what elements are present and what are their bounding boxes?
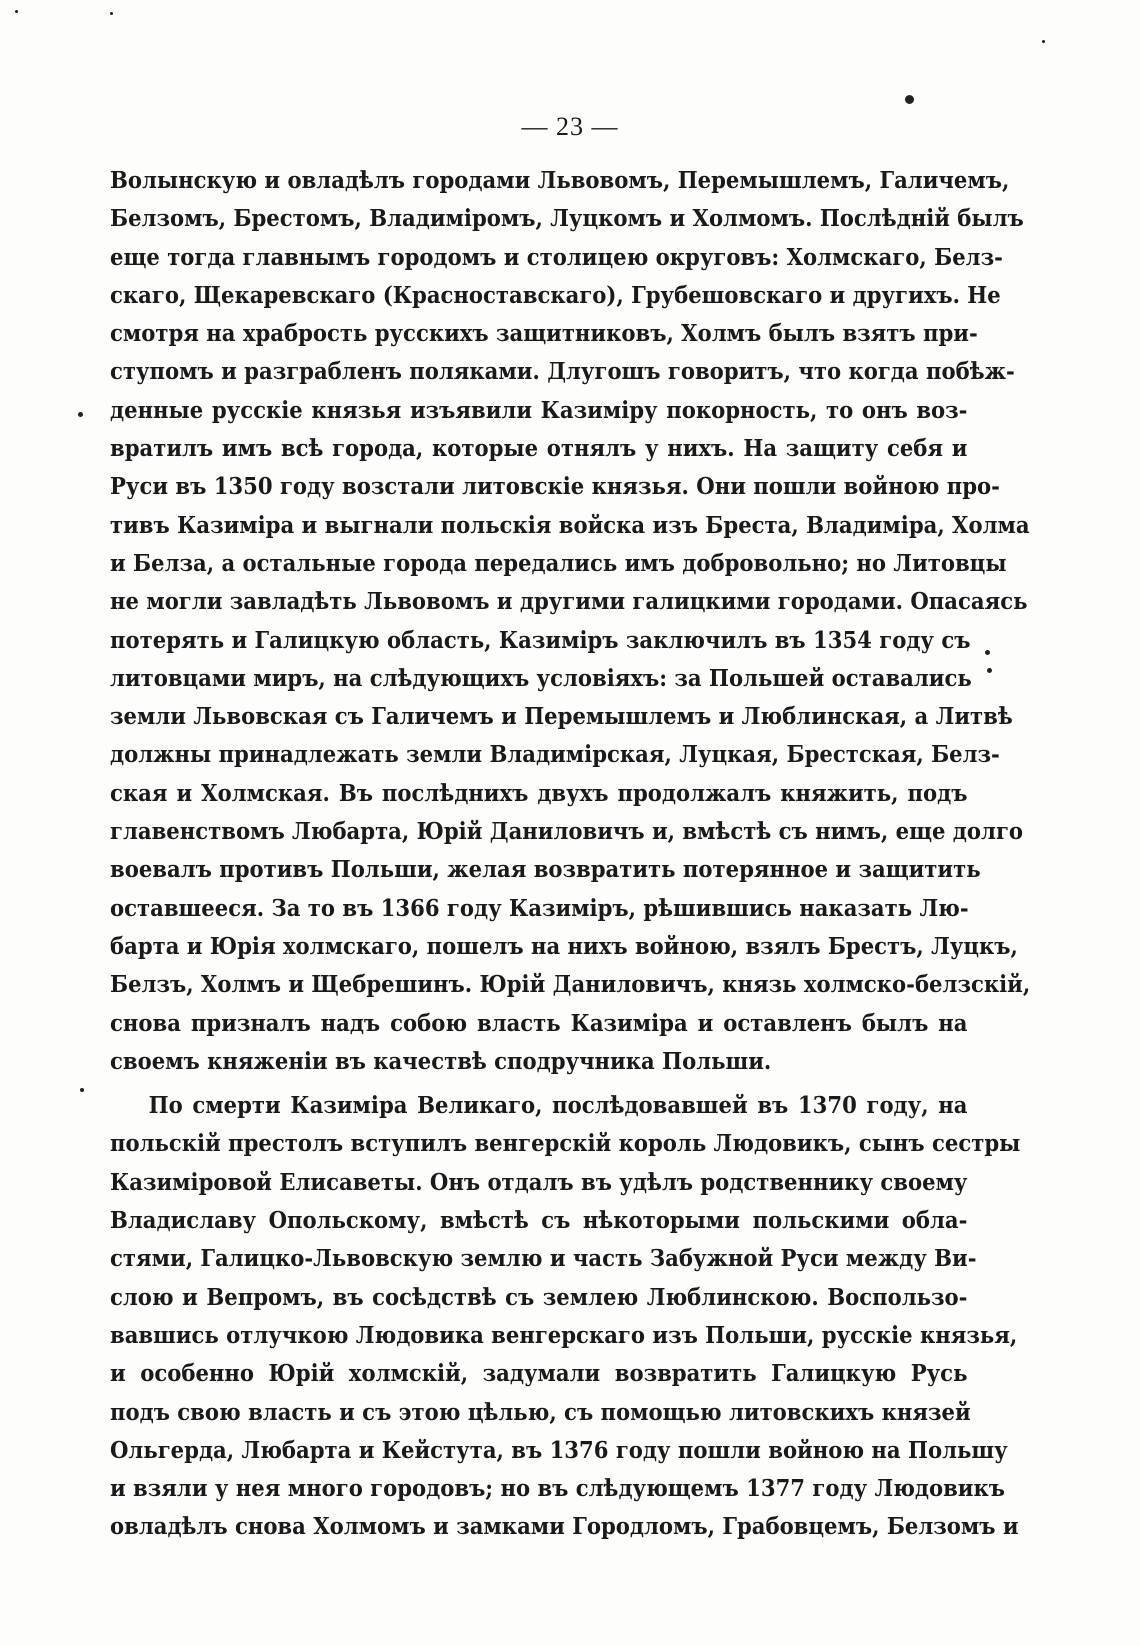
- text-line: еще тогда главнымъ городомъ и столицею округовъ: Холмскаго, Белз-: [110, 243, 1003, 271]
- text-line: земли Львовская съ Галичемъ и Перемышлемъ и Люблинская, а Литвѣ: [110, 703, 1013, 731]
- print-speck: [110, 12, 113, 15]
- text-line: тивъ Казиміра и выгнали польскія войска изъ Бреста, Владиміра, Холма: [110, 511, 1030, 539]
- text-line: Руси въ 1350 году возстали литовскіе князья. Они пошли войною про-: [110, 473, 1000, 501]
- text-line: Ольгерда, Любарта и Кейстута, въ 1376 году пошли войною на Польшу: [110, 1436, 1008, 1464]
- text-line: ступомъ и разграбленъ поляками. Длугошъ говоритъ, что когда побѣж-: [110, 358, 1015, 386]
- page-number: — 23 —: [521, 112, 619, 141]
- text-line: овладѣлъ снова Холмомъ и замками Городломъ, Грабовцемъ, Белзомъ и: [110, 1513, 1019, 1541]
- text-line: польскій престолъ вступилъ венгерскій король Людовикъ, сынъ сестры: [110, 1130, 1021, 1158]
- text-line: потерять и Галицкую область, Казиміръ заключилъ въ 1354 году съ: [110, 626, 971, 654]
- paragraph-2: [110, 1087, 1021, 1547]
- text-line: стями, Галицко-Львовскую землю и часть Забужной Руси между Ви-: [110, 1245, 977, 1273]
- text-line: вратилъ имъ всѣ города, которые отнялъ у нихъ. На защиту себя и: [110, 435, 968, 463]
- text-line: и взяли у нея много городовъ; но въ слѣдующемъ 1377 году Людовикъ: [110, 1475, 1006, 1503]
- print-speck: [1042, 40, 1045, 43]
- print-speck: [985, 650, 990, 655]
- text-line: литовцами миръ, на слѣдующихъ условіяхъ: за Польшей оставались: [110, 664, 972, 692]
- text-line: смотря на храбрость русскихъ защитниковъ, Холмъ былъ взятъ при-: [110, 320, 978, 348]
- text-line: Казиміровой Елисаветы. Онъ отдалъ въ удѣлъ родственнику своему: [110, 1168, 968, 1196]
- text-line: должны принадлежать земли Владимірская, Луцкая, Брестская, Белз-: [110, 741, 1000, 769]
- text-line: денные русскіе князья изъявили Казиміру покорность, то онъ воз-: [110, 396, 968, 424]
- body-text: [110, 162, 1031, 1547]
- print-speck: [80, 1088, 84, 1092]
- paragraph-1: [110, 162, 1031, 1081]
- text-line: слою и Вепромъ, въ сосѣдствѣ съ землею Люблинскою. Воспользо-: [110, 1283, 968, 1311]
- text-line: не могли завладѣть Львовомъ и другими галицкими городами. Опасаясь: [110, 588, 1028, 616]
- text-line: снова призналъ надъ собою власть Казиміра и оставленъ былъ на: [110, 1009, 968, 1037]
- text-line: оставшееся. За то въ 1366 году Казиміръ, рѣшившись наказать Лю-: [110, 894, 969, 922]
- text-line: Волынскую и овладѣлъ городами Львовомъ, Перемышлемъ, Галичемъ,: [110, 167, 1010, 194]
- text-line: своемъ княженіи въ качествѣ сподручника Польши.: [110, 1047, 772, 1075]
- print-speck: [78, 412, 83, 417]
- text-line: вавшись отлучкою Людовика венгерскаго изъ Польши, русскіе князья,: [110, 1321, 1018, 1349]
- text-line: подъ свою власть и съ этою цѣлью, съ помощью литовскихъ князей: [110, 1398, 971, 1426]
- text-line: Белзомъ, Брестомъ, Владиміромъ, Луцкомъ и Холмомъ. Послѣдній былъ: [110, 205, 1024, 233]
- print-speck: [987, 668, 992, 673]
- text-line: воевалъ противъ Польши, желая возвратить потерянное и защитить: [110, 856, 981, 884]
- text-line: ская и Холмская. Въ послѣднихъ двухъ продолжалъ княжить, подъ: [110, 779, 968, 807]
- text-line: скаго, Щекаревскаго (Красноставскаго), Грубешовскаго и другихъ. Не: [110, 281, 1001, 309]
- text-line: и Белза, а остальные города передались имъ добровольно; но Литовцы: [110, 549, 1007, 577]
- print-speck: [15, 10, 18, 13]
- text-line: главенствомъ Любарта, Юрій Даниловичъ и, вмѣстѣ съ нимъ, еще долго: [110, 818, 1024, 846]
- text-line: Белзъ, Холмъ и Щебрешинъ. Юрій Даниловичъ, князь холмско-белзскій,: [110, 971, 1031, 999]
- text-line: барта и Юрія холмскаго, пошелъ на нихъ войною, взялъ Брестъ, Луцкъ,: [110, 932, 1018, 960]
- print-speck: [905, 95, 914, 104]
- text-line: По смерти Казиміра Великаго, послѣдовавшей въ 1370 году, на: [148, 1092, 968, 1120]
- text-line: и особенно Юрій холмскій, задумали возвратить Галицкую Русь: [110, 1360, 968, 1388]
- text-line: Владиславу Опольскому, вмѣстѣ съ нѣкоторыми польскими обла-: [110, 1207, 968, 1235]
